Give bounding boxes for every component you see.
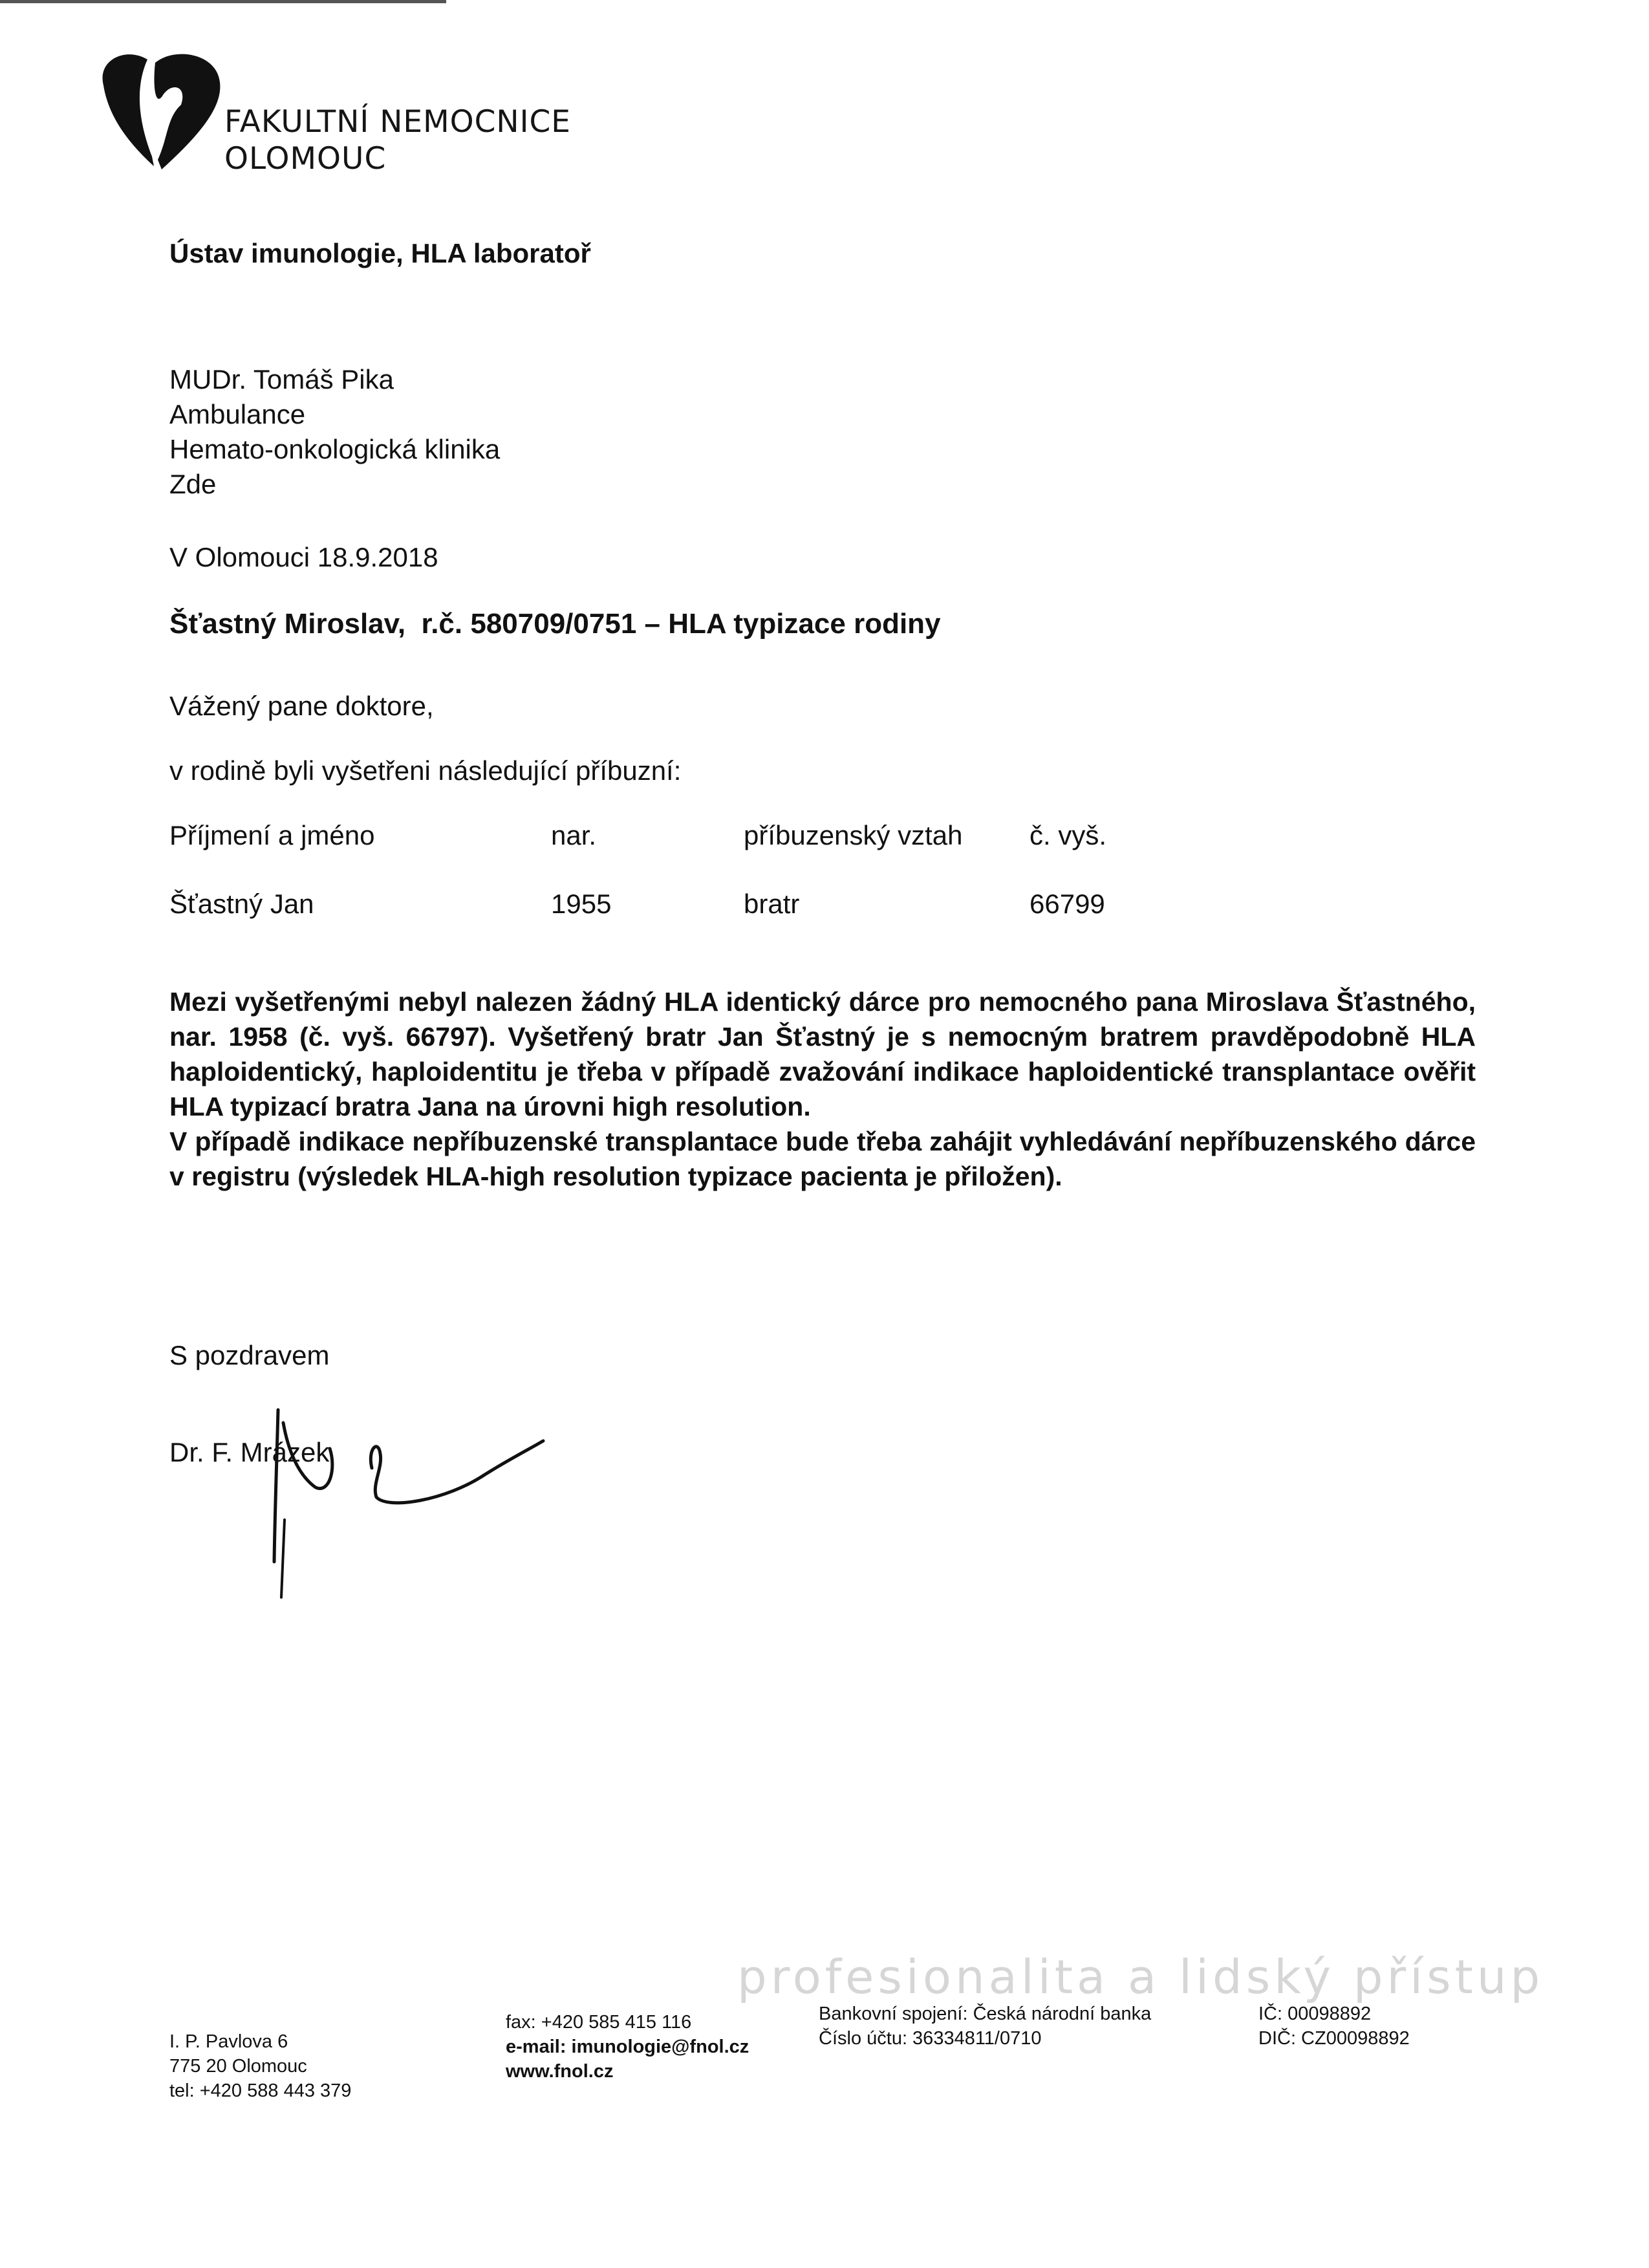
body-paragraph-2: V případě indikace nepříbuzenské transplantace bude třeba zahájit vyhledávání nepříbuzenského dárce v registru (výsledek HLA-high resolution typizace pacienta je přiložen). [169,1127,1476,1191]
org-line-2: OLOMOUC [224,141,387,177]
header-exam-number: č. vyš. [1029,820,1107,850]
handwritten-signature [259,1403,556,1636]
footer-bank [819,2002,1151,2051]
recipient-line-3: Hemato-onkologická klinika [169,434,501,464]
footer-fax: fax: +420 585 415 116 [506,2012,692,2033]
closing-text: S pozdravem [169,1340,330,1370]
signer-name: Dr. F. Mrázek [169,1437,330,1467]
recipient-name: MUDr. Tomáš Pika [169,364,394,394]
relatives-table [169,820,1139,957]
header-born: nar. [551,820,597,850]
table-header-row [169,820,1139,859]
cell-relation: bratr [744,889,800,919]
footer-street: I. P. Pavlova 6 [169,2031,288,2052]
footer-account: Číslo účtu: 36334811/0710 [819,2028,1042,2049]
footer-ic: IČ: 00098892 [1258,2003,1372,2024]
table-row [169,889,1139,927]
header-relation: příbuzenský vztah [744,820,963,850]
hospital-logo-icon [91,47,226,176]
footer-bank-name: Bankovní spojení: Česká národní banka [819,2003,1152,2024]
letter-date: V Olomouci 18.9.2018 [169,542,438,572]
department-title: Ústav imunologie, HLA laboratoř [169,238,591,268]
recipient-address [169,362,500,502]
footer-ids [1258,2002,1410,2051]
intro-text: v rodině byli vyšetřeni následující příbuzní: [169,755,682,786]
footer-contact [506,2010,749,2084]
recipient-line-4: Zde [169,469,217,499]
organization-name [224,103,571,177]
footer-phone: tel: +420 588 443 379 [169,2080,352,2101]
letter-subject: Šťastný Miroslav, r.č. 580709/0751 – HLA typizace rodiny [169,608,941,640]
cell-exam-number: 66799 [1029,889,1105,919]
cell-born: 1955 [551,889,612,919]
recipient-line-2: Ambulance [169,399,306,429]
footer-address [169,2029,351,2103]
cell-name: Šťastný Jan [169,889,314,919]
footer-dic: DIČ: CZ00098892 [1258,2028,1410,2049]
scan-top-rule [0,0,446,3]
salutation: Vážený pane doktore, [169,691,434,721]
body-paragraph-1: Mezi vyšetřenými nebyl nalezen žádný HLA identický dárce pro nemocného pana Miroslava Šťastného, nar. 1958 (č. vyš. 66797). Vyšetřený bratr Jan Šťastný je s nemocným bratrem pravděpodobně HLA haploidentický, haploidentitu je třeba v případě zvažování indikace haploidentické transplantace ověřit HLA typizací bratra Jana na úrovni high resolution. [169,987,1476,1121]
footer-website-link[interactable]: www.fnol.cz [506,2061,614,2082]
watermark-slogan: profesionalita a lidský přístup [737,1950,1544,2004]
footer-city: 775 20 Olomouc [169,2056,307,2077]
letter-body [169,984,1476,1194]
footer-email-link[interactable]: e-mail: imunologie@fnol.cz [506,2036,749,2057]
header-name: Příjmení a jméno [169,820,375,850]
org-line-1: FAKULTNÍ NEMOCNICE [224,104,571,140]
